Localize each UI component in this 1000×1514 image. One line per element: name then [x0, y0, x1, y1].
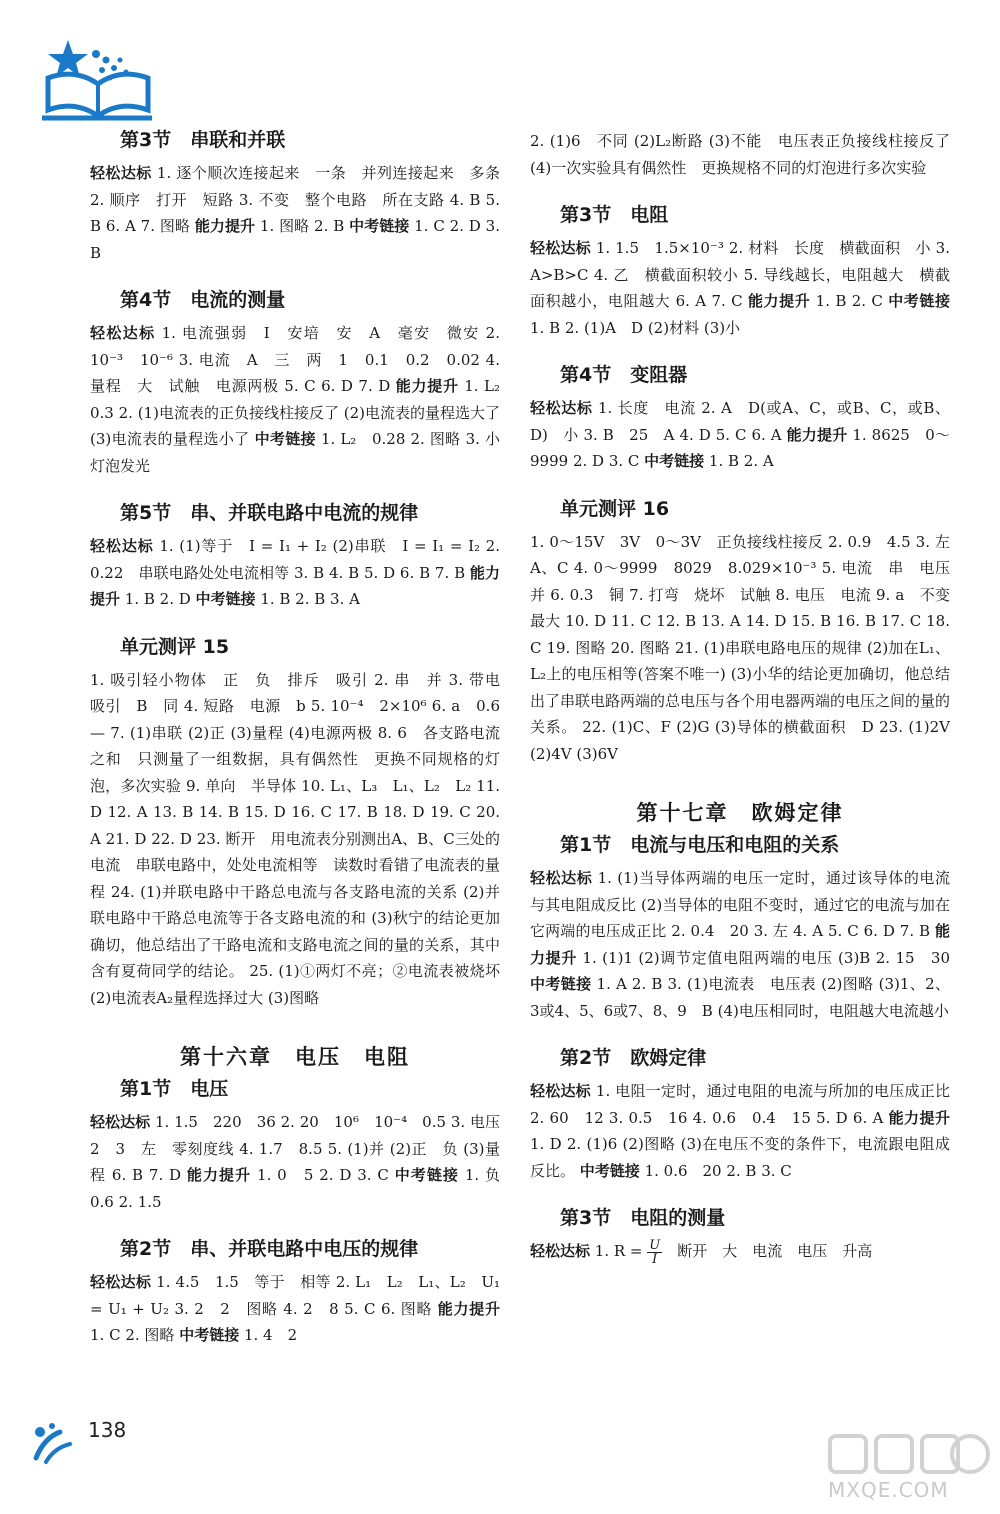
section-title: 第2节 欧姆定律	[560, 1047, 707, 1069]
unit-test-title: 单元测评 16	[560, 497, 670, 520]
label-easy: 轻松达标	[90, 164, 152, 182]
section-title: 第5节 串、并联电路中电流的规律	[120, 502, 419, 524]
section-title: 第2节 串、并联电路中电压的规律	[120, 1238, 419, 1260]
answer-paragraph: 2. (1)6 不同 (2)L₂断路 (3)不能 电压表正负接线柱接反了 (4)一次实验具有偶然性 更换规格不同的灯泡进行多次实验	[530, 132, 950, 177]
section-title: 第3节 串联和并联	[120, 129, 286, 151]
answer-paragraph: 轻松达标 1. 4.5 1.5 等于 相等 2. L₁ L₂ L₁、L₂ U₁ = U₁ + U₂ 3. 2 2 图略 4. 2 8 5. C 6. 图略 能力提升 1. C 2. 图略 中考链接 1. 4 2	[90, 1273, 500, 1344]
chapter-title: 第十七章 欧姆定律	[636, 801, 844, 825]
label-exam: 中考链接	[349, 217, 410, 235]
answer-paragraph: 轻松达标 1. 1.5 1.5×10⁻³ 2. 材料 长度 横截面积 小 3. A>B>C 4. 乙 横截面积较小 5. 导线越长，电阻越大 横截面积越小，电阻越大 6. A 7. C 能力提升 1. B 2. C 中考链接 1. B 2. (1)A D (2)材料 (3)小	[530, 239, 950, 337]
section-title: 第3节 电阻	[560, 204, 669, 226]
answer-paragraph: 轻松达标 1. 1.5 220 36 2. 20 10⁶ 10⁻⁴ 0.5 3. 电压 2 3 左 零刻度线 4. 1.7 8.5 5. (1)并 (2)正 负 (3)量程 6. B 7. D 能力提升 1. 0 5 2. D 3. C 中考链接 1. 负 0.6 2. 1.5	[90, 1113, 515, 1211]
answer-paragraph: 1. 0～15V 3V 0～3V 正负接线柱接反 2. 0.9 4.5 3. 左 A、C 4. 0～9999 8029 8.029×10⁻³ 5. 电流 串 电压 并 6. 0.3 铜 7. 打弯 烧坏 试触 8. 电压 电流 9. a 不变 最大 10. D 11. C 12. B 13. A 14. D 15. B 16. B 17. C 18. C 19. 图略 20. 图略 21. (1)串联电路电压的规律 (2)加在L₁、L₂上的电压相等(答案不唯一) (3)小华的结论更加确切，他总结出了串联电路两端的总电压与各个用电器两端的电压之间的量的关系。 22. (1)C、F (2)G (3)导体的横截面积 D 23. (1)2V (2)4V (3)6V	[530, 532, 966, 763]
book-star-logo-icon	[40, 38, 160, 128]
section-title: 第4节 电流的测量	[120, 289, 286, 311]
page-number: 138	[88, 1418, 127, 1442]
answer-paragraph: 轻松达标 1. (1)等于 I = I₁ + I₂ (2)串联 I = I₁ = I₂ 2. 0.22 串联电路处处电流相等 3. B 4. B 5. D 6. B 7. B 能力提升 1. B 2. D 中考链接 1. B 2. B 3. A	[90, 537, 500, 608]
watermark-text: MXQE.COM	[828, 1478, 949, 1502]
answer-paragraph: 1. 吸引轻小物体 正 负 排斥 吸引 2. 串 并 3. 带电 吸引 B 同 4. 短路 电源 b 5. 10⁻⁴ 2×10⁶ 6. a 0.6 — 7. (1)串联 (2)正 (3)量程 (4)电源两极 8. 6 各支路电流之和 只测量了一组数据，具有偶然性 更换不同规格的灯泡，多次实验 9. 单向 半导体 10. L₁、L₃ L₁、L₂ L₂ 11. D 12. A 13. B 14. B 15. D 16. C 17. B 18. D 19. C 20. A 21. D 22. D 23. 断开 用电流表分别测出A、B、C三处的电流 串联电路中，处处电流相等 读数时看错了电流表的量程 24. (1)并联电路中干路总电流与各支路电流的关系 (2)并联电路中干路总电流等于各支路电流的和 (3)秋宁的结论更加确切，他总结出了干路电流和支路电流之间的量的关系，其中含有夏荷同学的结论。 25. (1)①两灯不亮；②电流表被烧坏 (2)电流表A₂量程选择过大 (3)图略	[90, 670, 516, 1007]
leaf-decoration-icon	[30, 1418, 90, 1466]
left-column	[90, 128, 516, 1349]
section-title: 第1节 电流与电压和电阻的关系	[560, 834, 840, 856]
section-title: 第3节 电阻的测量	[560, 1207, 726, 1229]
answer-paragraph: 轻松达标 1. 电阻一定时，通过电阻的电流与所加的电压成正比 2. 60 12 3. 0.5 16 4. 0.6 0.4 15 5. D 6. A 能力提升 1. D 2. (1)6 (2)图略 (3)在电压不变的条件下，电流跟电阻成反比。 中考链接 1. 0.6 20 2. B 3. C	[530, 1082, 950, 1180]
right-column	[530, 128, 966, 1267]
answer-paragraph: 轻松达标 1. 长度 电流 2. A D(或A、C，或B、C，或B、D) 小 3. B 25 A 4. D 5. C 6. A 能力提升 1. 8625 0～9999 2. D 3. C 中考链接 1. B 2. A	[530, 399, 950, 470]
chapter-title: 第十六章 电压 电阻	[180, 1045, 410, 1069]
answer-paragraph: 轻松达标 1. (1)当导体两端的电压一定时，通过该导体的电流与其电阻成反比 (2)当导体的电阻不变时，通过它的电流与加在它两端的电压成正比 2. 0.4 20 3. 左 4. A 5. C 6. D 7. B 能力提升 1. (1)1 (2)调节定值电阻两端的电压 (3)B 2. 15 30 中考链接 1. A 2. B 3. (1)电流表 电压表 (2)图略 (3)1、2、3或4、5、6或7、8、9 B (4)电压相同时，电阻越大电流越小	[530, 869, 950, 1020]
label-improve: 能力提升	[194, 217, 256, 235]
ohm-fraction: $\frac{U}{I}$	[649, 1237, 661, 1267]
section-title: 第4节 变阻器	[560, 364, 688, 386]
section-title: 第1节 电压	[120, 1078, 229, 1100]
answer-paragraph: 轻松达标 1. 逐个顺次连接起来 一条 并列连接起来 多条 2. 顺序 打开 短路 3. 不变 整个电路 所在支路 4. B 5. B 6. A 7. 图略 能力提升 1. 图略 2. B 中考链接 1. C 2. D 3. B	[90, 164, 500, 262]
answer-paragraph: 轻松达标 1. R = $\frac{U}{I}$ 断开 大 电流 电压 升高	[530, 1237, 873, 1267]
answer-paragraph: 轻松达标 1. 电流强弱 I 安培 安 A 毫安 微安 2. 10⁻³ 10⁻⁶ 3. 电流 A 三 两 1 0.1 0.2 0.02 4. 量程 大 试触 电源两极 5. C 6. D 7. D 能力提升 1. L₂ 0.3 2. (1)电流表的正负接线柱接反了 (2)电流表的量程选大了 (3)电流表的量程选小了 中考链接 1. L₂ 0.28 2. 图略 3. 小灯泡发光	[90, 324, 516, 475]
unit-test-title: 单元测评 15	[120, 635, 230, 658]
